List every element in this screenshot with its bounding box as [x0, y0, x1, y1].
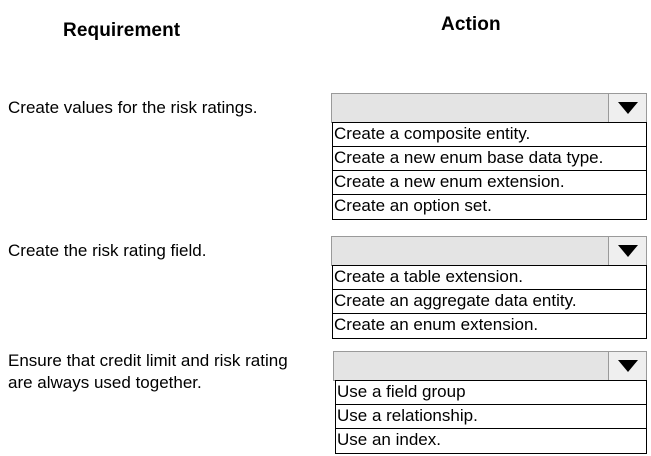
requirement-3: [8, 350, 288, 394]
requirement-2: [8, 240, 206, 262]
triangle-down-icon: [617, 244, 639, 258]
requirement-1-line-1: Create values for the risk ratings.: [8, 98, 258, 117]
requirement-1: [8, 97, 257, 119]
action-3-option[interactable]: Use a field group: [336, 381, 646, 405]
requirement-column-header: Requirement: [63, 20, 181, 41]
action-1-option[interactable]: Create an option set.: [334, 196, 492, 215]
action-2-dropdown[interactable]: [331, 236, 647, 266]
action-3-options: [335, 380, 647, 454]
triangle-down-icon: [617, 101, 639, 115]
action-3-option[interactable]: Use a relationship.: [336, 405, 646, 429]
requirement-3-line-1: Ensure that credit limit and risk rating: [8, 351, 288, 370]
action-3-option[interactable]: Use an index.: [337, 430, 441, 449]
action-1-option[interactable]: Create a composite entity.: [333, 123, 646, 147]
requirement-2-line-1: Create the risk rating field.: [8, 241, 207, 260]
action-column-header: Action: [441, 14, 501, 35]
action-1-dropdown[interactable]: [331, 93, 647, 123]
action-1-option[interactable]: Create a new enum base data type.: [333, 147, 646, 171]
action-2-options: [332, 265, 647, 339]
action-3-dropdown[interactable]: [333, 351, 647, 381]
action-1-option[interactable]: Create a new enum extension.: [333, 171, 646, 195]
action-1-options: [332, 122, 647, 220]
dropdown-arrow-2[interactable]: [608, 237, 646, 265]
requirement-3-line-2: are always used together.: [8, 373, 202, 392]
action-2-option[interactable]: Create an aggregate data entity.: [333, 290, 646, 314]
dropdown-arrow-1[interactable]: [608, 94, 646, 122]
triangle-down-icon: [617, 359, 639, 373]
dropdown-arrow-3[interactable]: [608, 352, 646, 380]
action-2-option[interactable]: Create an enum extension.: [334, 315, 539, 334]
action-2-option[interactable]: Create a table extension.: [333, 266, 646, 290]
